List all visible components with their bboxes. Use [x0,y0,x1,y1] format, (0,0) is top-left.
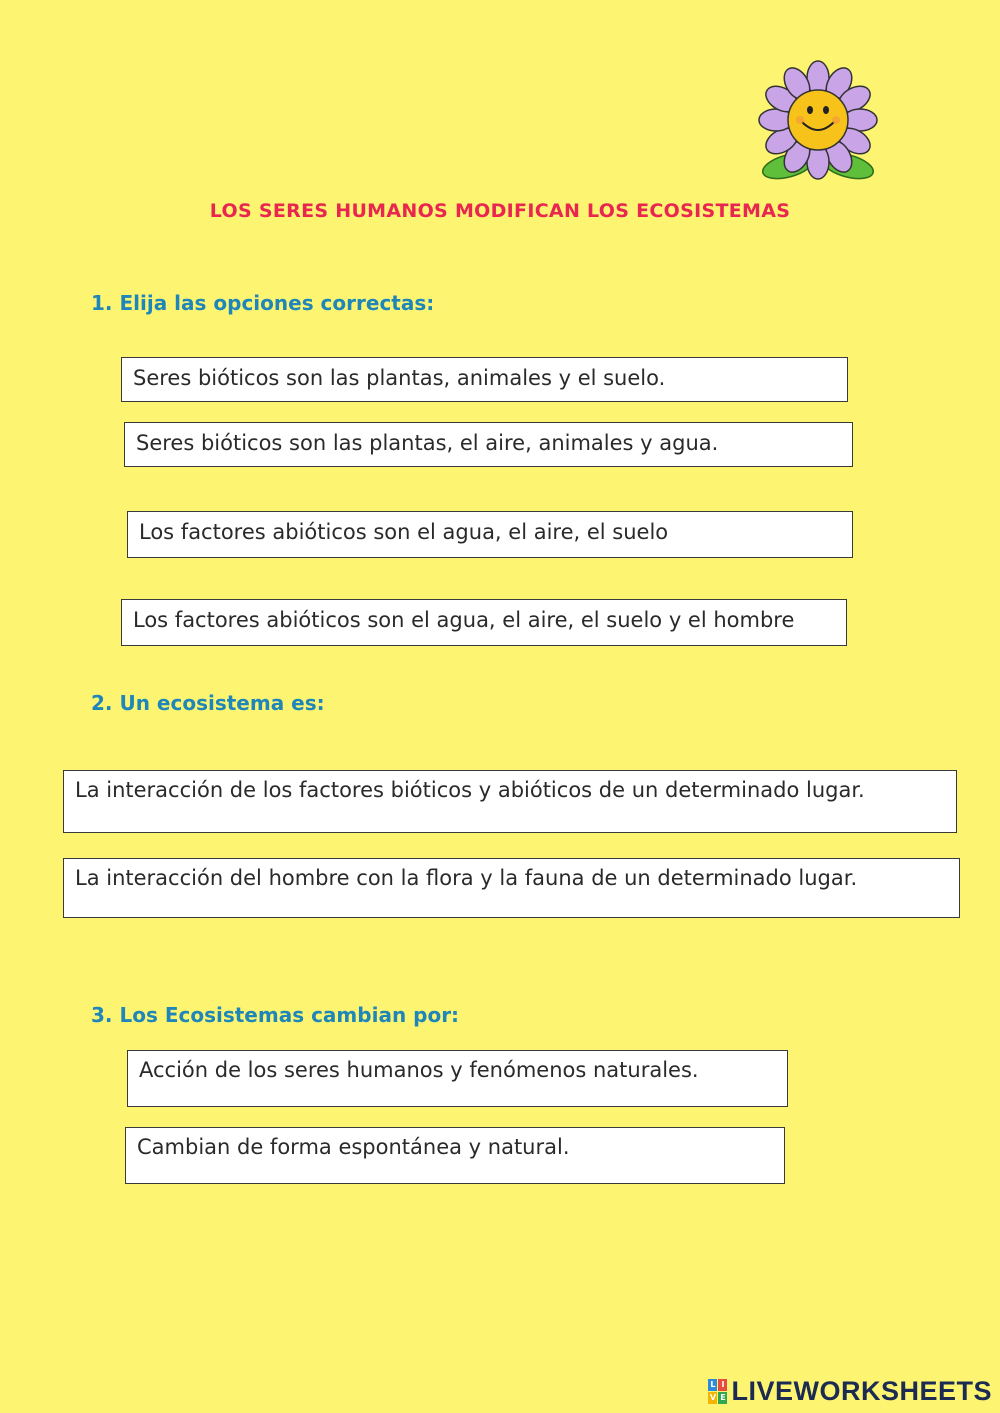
q2-option-2[interactable]: La interacción del hombre con la flora y la fauna de un determinado lugar. [63,858,960,918]
flower-illustration [756,58,880,182]
worksheet-title: LOS SERES HUMANOS MODIFICAN LOS ECOSISTEMAS [209,200,791,222]
q3-option-1[interactable]: Acción de los seres humanos y fenómenos naturales. [127,1050,788,1107]
liveworksheets-logo [708,1376,992,1407]
liveworksheets-logo-icon: L I V E [709,1380,726,1402]
q1-option-1[interactable]: Seres bióticos son las plantas, animales y el suelo. [121,357,848,402]
question-2-label: 2. Un ecosistema es: [91,691,325,715]
question-3-label: 3. Los Ecosistemas cambian por: [91,1003,460,1027]
q1-option-3[interactable]: Los factores abióticos son el agua, el aire, el suelo [127,511,853,558]
q1-option-2[interactable]: Seres bióticos son las plantas, el aire, animales y agua. [124,422,853,467]
liveworksheets-brand: LIVEWORKSHEETS [731,1376,992,1406]
q3-option-2[interactable]: Cambian de forma espontánea y natural. [125,1127,785,1184]
q2-option-1[interactable]: La interacción de los factores bióticos y abióticos de un determinado lugar. [63,770,957,833]
q1-option-4[interactable]: Los factores abióticos son el agua, el aire, el suelo y el hombre [121,599,847,646]
question-1-label: 1. Elija las opciones correctas: [91,291,435,315]
smiling-flower-icon [756,58,880,182]
